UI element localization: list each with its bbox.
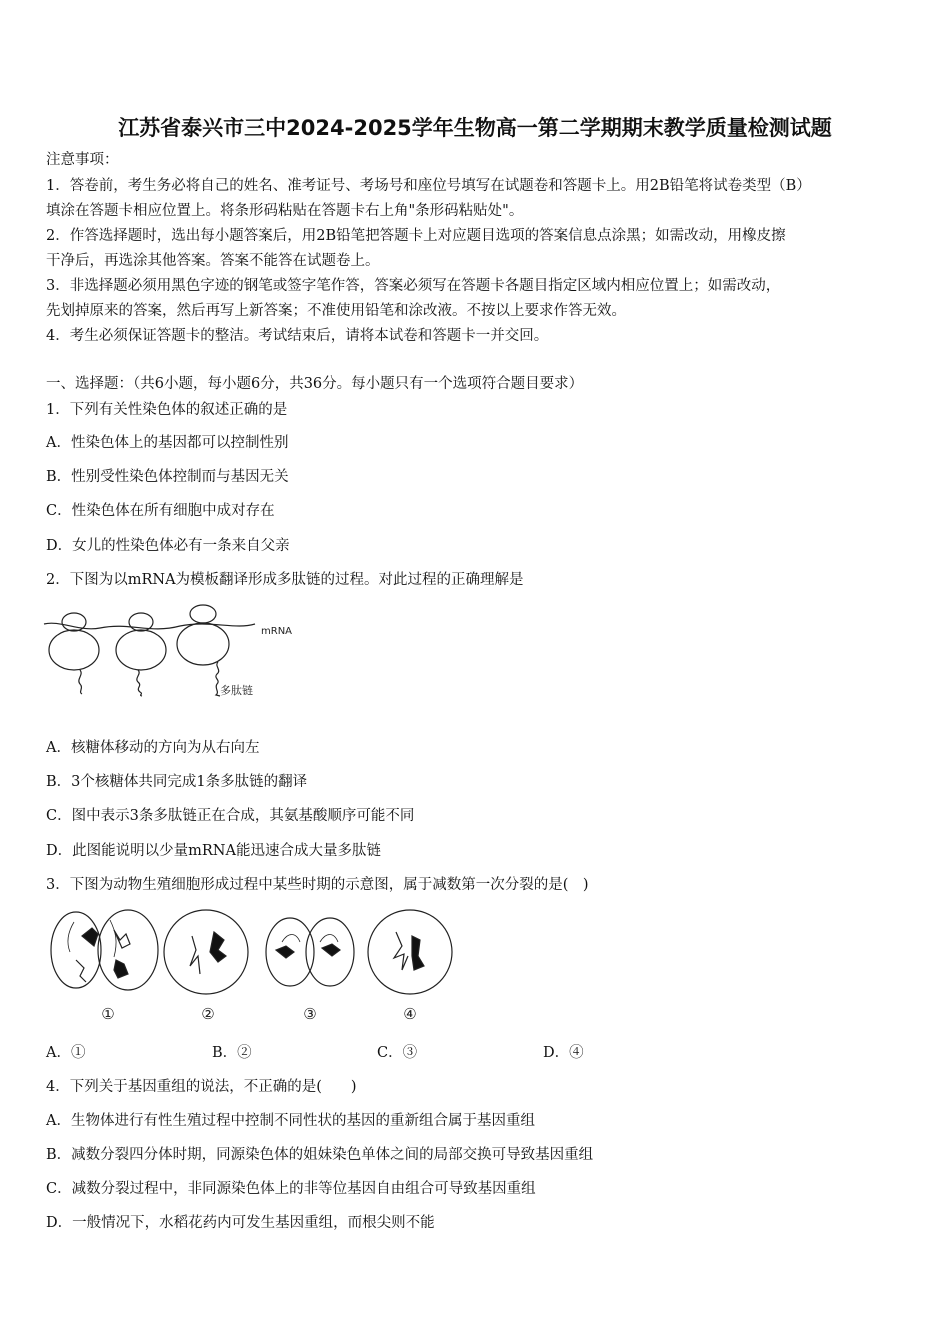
q2-option-d: D．此图能说明以少量mRNA能迅速合成大量多肽链: [46, 843, 381, 859]
q4-option-a: A．生物体进行有性生殖过程中控制不同性状的基因的重新组合属于基因重组: [46, 1113, 535, 1129]
cell-3: [266, 918, 354, 986]
question-4-stem: 4．下列关于基因重组的说法，不正确的是( ): [46, 1079, 357, 1095]
q1-option-d: D．女儿的性染色体必有一条来自父亲: [46, 538, 290, 554]
chromosome: [210, 932, 226, 962]
cell-4: [368, 910, 452, 994]
chromosome: [276, 946, 294, 958]
question-2-stem: 2．下图为以mRNA为模板翻译形成多肽链的过程。对此过程的正确理解是: [46, 572, 524, 588]
question-3-stem: 3．下图为动物生殖细胞形成过程中某些时期的示意图，属于减数第一次分裂的是( ): [46, 877, 589, 893]
exam-title: 江苏省泰兴市三中2024-2025学年生物高一第二学期期末教学质量检测试题: [118, 116, 832, 140]
question-1-stem: 1．下列有关性染色体的叙述正确的是: [46, 402, 288, 418]
q2-option-a: A．核糖体移动的方向为从右向左: [46, 740, 260, 756]
cell-label-4: ④: [403, 1005, 417, 1023]
peptide-chain: [79, 670, 82, 694]
cell-label-1: ①: [101, 1005, 115, 1023]
chromosome: [412, 936, 424, 970]
q4-option-b: B．减数分裂四分体时期，同源染色体的姐妹染色单体之间的局部交换可导致基因重组: [46, 1147, 594, 1163]
q1-option-b: B．性别受性染色体控制而与基因无关: [46, 469, 289, 485]
q2-option-c: C．图中表示3条多肽链正在合成，其氨基酸顺序可能不同: [46, 808, 415, 824]
mrna-label: mRNA: [261, 626, 293, 637]
translation-figure: [40, 600, 310, 705]
chromosome: [76, 960, 86, 982]
chromosome: [322, 944, 340, 956]
q3-option-c: C．③: [377, 1045, 418, 1061]
q4-option-c: C．减数分裂过程中，非同源染色体上的非等位基因自由组合可导致基因重组: [46, 1181, 536, 1197]
q3-option-b: B．②: [212, 1045, 252, 1061]
cell-1: [51, 910, 158, 990]
q2-option-b: B．3个核糖体共同完成1条多肽链的翻译: [46, 774, 308, 790]
cell-label-2: ②: [201, 1005, 215, 1023]
meiosis-figure: [46, 902, 466, 1027]
cell-2: [164, 910, 248, 994]
chromosome: [114, 960, 128, 978]
notice-line: 4．考生必须保证答题卡的整洁。考试结束后，请将本试卷和答题卡一并交回。: [46, 328, 549, 344]
notice-line: 1．答卷前，考生务必将自己的姓名、准考证号、考场号和座位号填写在试题卷和答题卡上。用2B铅笔将试卷类型（B）: [46, 178, 811, 194]
notice-line: 先划掉原来的答案，然后再写上新答案；不准使用铅笔和涂改液。不按以上要求作答无效。: [46, 303, 626, 319]
ribosome-small-subunit: [190, 605, 216, 623]
peptide-label: 多肽链: [220, 684, 253, 697]
notice-line: 3．非选择题必须用黑色字迹的钢笔或签字笔作答，答案必须写在答题卡各题目指定区域内相应位置上；如需改动，: [46, 278, 781, 294]
notice-line: 填涂在答题卡相应位置上。将条形码粘贴在答题卡右上角"条形码粘贴处"。: [46, 203, 524, 219]
notice-line: 干净后，再选涂其他答案。答案不能答在试题卷上。: [46, 253, 380, 269]
section-heading: 一、选择题：（共6小题，每小题6分，共36分。每小题只有一个选项符合题目要求）: [46, 376, 584, 392]
ribosome-large-subunit: [116, 630, 166, 670]
chromosome: [114, 930, 130, 948]
q1-option-a: A．性染色体上的基因都可以控制性别: [46, 435, 289, 451]
q4-option-d: D．一般情况下，水稻花药内可发生基因重组，而根尖则不能: [46, 1215, 435, 1231]
cell-label-3: ③: [303, 1005, 317, 1023]
notice-line: 2．作答选择题时，选出每小题答案后，用2B铅笔把答题卡上对应题目选项的答案信息点涂黑；如需改动，用橡皮擦: [46, 228, 786, 244]
peptide-chain: [137, 670, 142, 696]
q3-option-d: D．④: [543, 1045, 584, 1061]
q1-option-c: C．性染色体在所有细胞中成对存在: [46, 503, 275, 519]
notice-heading: 注意事项：: [46, 152, 119, 168]
ribosome-large-subunit: [49, 630, 99, 670]
chromosome: [394, 932, 408, 970]
ribosome-small-subunit: [62, 613, 86, 631]
ribosome-large-subunit: [177, 623, 229, 665]
q3-option-a: A．①: [46, 1045, 86, 1061]
chromosome: [82, 928, 98, 946]
chromosome: [190, 936, 200, 974]
